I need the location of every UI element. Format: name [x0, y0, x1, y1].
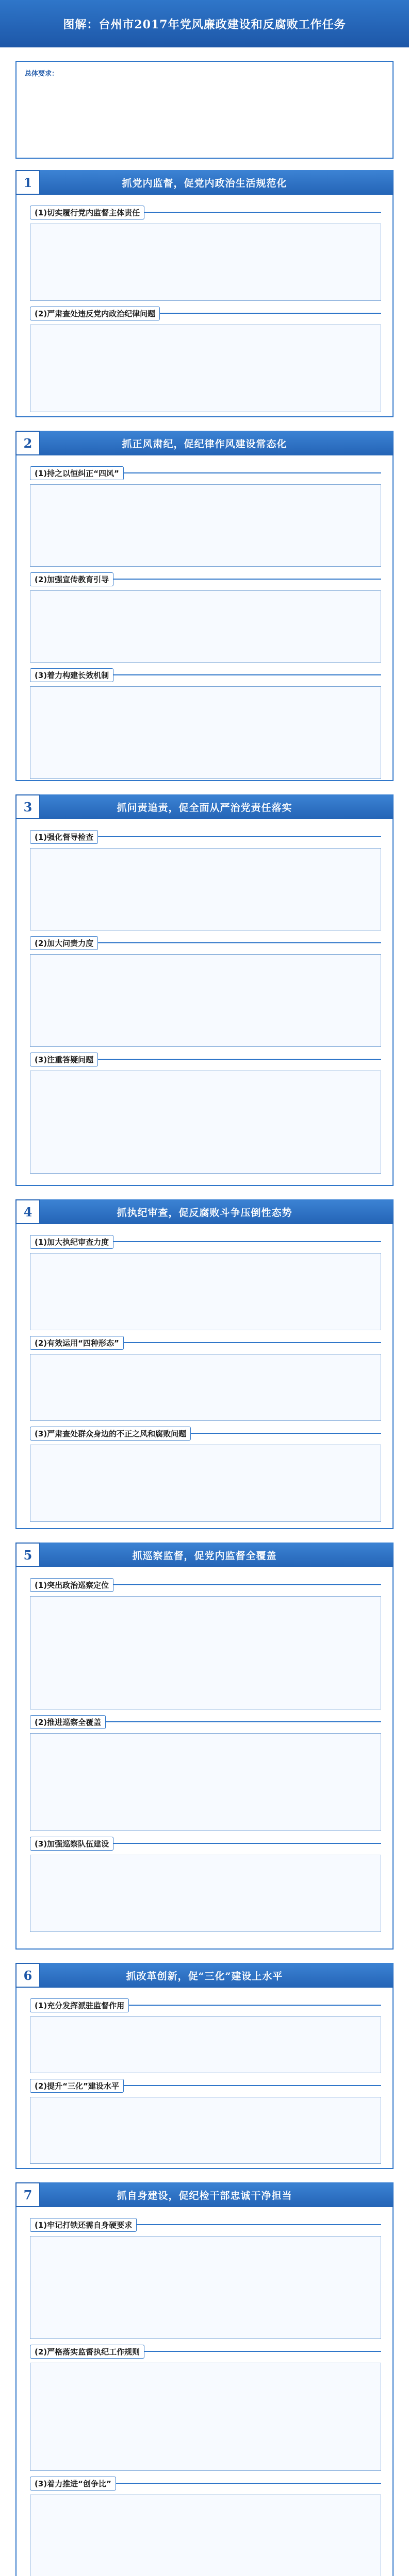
section-item: [30, 2344, 381, 2471]
intro-box: [15, 61, 394, 159]
section-item: [30, 1234, 381, 1330]
section-item: [30, 2217, 381, 2339]
item-title: (2)提升“三化”建设水平: [30, 2079, 124, 2093]
item-rule: [123, 1342, 381, 1343]
section-title: 抓正风肃纪，促纪律作风建设常态化: [122, 438, 287, 450]
section-4: [15, 1199, 394, 1529]
item-body: [30, 590, 381, 663]
item-rule: [116, 2483, 381, 2484]
item-body: [30, 325, 381, 412]
section-item: [30, 829, 381, 930]
item-rule: [113, 1584, 381, 1585]
item-title: (3)加强巡察队伍建设: [30, 1837, 113, 1851]
item-rule: [159, 313, 381, 314]
item-body: [30, 1855, 381, 1932]
section-header: [15, 1963, 394, 1988]
item-body: [30, 2016, 381, 2073]
item-title: (2)加大问责力度: [30, 936, 98, 950]
section-header: [15, 2182, 394, 2207]
section-number: 7: [15, 2182, 40, 2207]
item-rule: [144, 212, 381, 213]
item-body: [30, 1071, 381, 1174]
item-rule: [113, 1241, 381, 1242]
item-title: (3)着力推进“创争比”: [30, 2477, 116, 2490]
section-title: 抓党内监督，促党内政治生活规范化: [122, 177, 287, 189]
item-rule: [136, 2224, 381, 2225]
section-title: 抓自身建设，促纪检干部忠诚干净担当: [117, 2190, 292, 2201]
page-title: 图解：台州市2017年党风廉政建设和反腐败工作任务: [63, 18, 346, 31]
item-title: (1)牢记打铁还需自身硬要求: [30, 2218, 137, 2232]
item-body: [30, 1445, 381, 1522]
section-item: [30, 668, 381, 779]
section-header: [15, 1543, 394, 1567]
item-rule: [97, 836, 381, 837]
section-header: [15, 431, 394, 455]
item-body: [30, 848, 381, 930]
item-title: (3)注重答疑问题: [30, 1053, 98, 1066]
item-rule: [144, 2351, 381, 2352]
section-item: [30, 1578, 381, 1709]
item-body: [30, 2495, 381, 2576]
section-1: [15, 170, 394, 417]
item-title: (1)充分发挥派驻监督作用: [30, 1998, 129, 2012]
section-number: 3: [15, 794, 40, 819]
item-rule: [97, 942, 381, 943]
section-title: 抓巡察监督，促党内监督全覆盖: [132, 1550, 277, 1562]
section-item: [30, 1715, 381, 1831]
section-item: [30, 205, 381, 301]
section-header: [15, 170, 394, 195]
item-rule: [97, 1059, 381, 1060]
item-body: [30, 954, 381, 1047]
item-title: (1)强化督导检查: [30, 830, 98, 844]
section-number: 6: [15, 1963, 40, 1988]
item-rule: [128, 2005, 381, 2006]
item-title: (1)加大执纪审查力度: [30, 1235, 113, 1249]
item-rule: [113, 1843, 381, 1844]
item-rule: [105, 1721, 381, 1722]
item-body: [30, 484, 381, 567]
item-body: [30, 1596, 381, 1709]
section-item: [30, 466, 381, 567]
item-title: (1)突出政治巡察定位: [30, 1578, 113, 1592]
item-title: (1)切实履行党内监督主体责任: [30, 206, 144, 219]
section-6: [15, 1963, 394, 2169]
section-number: 2: [15, 431, 40, 455]
item-rule: [123, 472, 381, 473]
item-body: [30, 686, 381, 779]
item-rule: [190, 1433, 381, 1434]
section-3: [15, 794, 394, 1186]
item-title: (1)持之以恒纠正“四风”: [30, 466, 124, 480]
item-title: (3)着力构建长效机制: [30, 668, 113, 682]
section-item: [30, 572, 381, 663]
section-5: [15, 1543, 394, 1950]
section-item: [30, 1836, 381, 1932]
item-title: (2)加强宣传教育引导: [30, 572, 113, 586]
intro-label: 总体要求：: [25, 70, 59, 78]
item-title: (2)有效运用“四种形态”: [30, 1336, 124, 1350]
section-number: 1: [15, 170, 40, 195]
item-body: [30, 1253, 381, 1330]
section-item: [30, 1998, 381, 2073]
item-rule: [123, 2085, 381, 2086]
header-banner: [0, 0, 409, 47]
section-item: [30, 1052, 381, 1174]
item-body: [30, 2236, 381, 2339]
section-item: [30, 2078, 381, 2164]
item-body: [30, 2097, 381, 2164]
section-2: [15, 431, 394, 781]
section-title: 抓改革创新，促“三化”建设上水平: [126, 1970, 283, 1982]
item-rule: [113, 674, 381, 675]
item-title: (2)严格落实监督执纪工作规则: [30, 2345, 144, 2359]
section-number: 4: [15, 1199, 40, 1224]
section-item: [30, 1335, 381, 1421]
item-title: (2)严肃查处违反党内政治纪律问题: [30, 307, 160, 320]
section-title: 抓执纪审查，促反腐败斗争压倒性态势: [117, 1207, 292, 1218]
section-header: [15, 1199, 394, 1224]
section-item: [30, 306, 381, 412]
section-title: 抓问责追责，促全面从严治党责任落实: [117, 802, 292, 814]
item-rule: [113, 579, 381, 580]
section-item: [30, 936, 381, 1047]
section-7: [15, 2182, 394, 2576]
section-item: [30, 2476, 381, 2576]
item-title: (3)严肃查处群众身边的不正之风和腐败问题: [30, 1427, 191, 1440]
item-title: (2)推进巡察全覆盖: [30, 1715, 106, 1729]
item-body: [30, 2363, 381, 2471]
section-number: 5: [15, 1543, 40, 1567]
item-body: [30, 1733, 381, 1831]
item-body: [30, 224, 381, 301]
section-item: [30, 1426, 381, 1522]
item-body: [30, 1354, 381, 1421]
section-header: [15, 794, 394, 819]
